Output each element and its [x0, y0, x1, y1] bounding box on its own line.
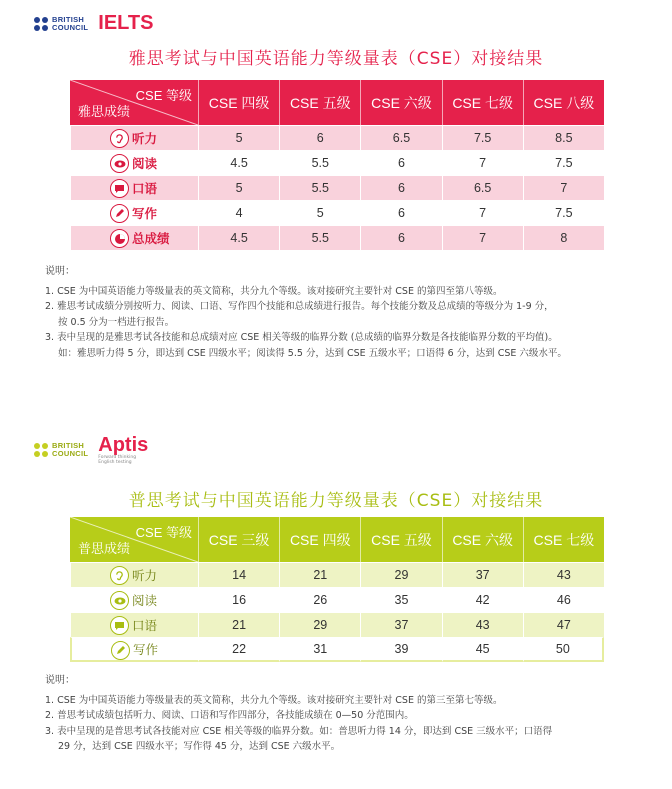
- score-cell: 35: [360, 587, 441, 612]
- score-cell: 50: [523, 637, 604, 662]
- pen-icon: [110, 204, 129, 223]
- column-header: CSE 三级: [198, 517, 279, 562]
- aptis-brand-block: [98, 435, 148, 465]
- score-cell: 7.5: [523, 200, 604, 225]
- column-header: CSE 四级: [198, 80, 279, 125]
- column-header: CSE 七级: [523, 517, 604, 562]
- british-council-logo: [34, 16, 88, 32]
- score-cell: 7: [442, 200, 523, 225]
- score-cell: 29: [279, 612, 360, 637]
- notes-heading: 说明：: [45, 675, 75, 686]
- corner-top-label: CSE 等级: [135, 88, 192, 103]
- note-line: 3. 表中呈现的是普思考试各技能对应 CSE 相关等级的临界分数。如：普思听力得 14 分，即达到 CSE 三级水平；口语得: [45, 725, 553, 737]
- score-cell: 26: [279, 587, 360, 612]
- score-cell: 6: [360, 150, 441, 175]
- score-cell: 7: [442, 225, 523, 250]
- score-cell: 8.5: [523, 125, 604, 150]
- score-cell: 46: [523, 587, 604, 612]
- pie-chart-icon: [110, 229, 129, 248]
- score-cell: 6.5: [360, 125, 441, 150]
- score-cell: 7: [442, 150, 523, 175]
- table-row: [70, 125, 604, 150]
- score-cell: 45: [442, 637, 523, 662]
- score-cell: 6: [279, 125, 360, 150]
- aptis-title: 普思考试与中国英语能力等级量表（CSE）对接结果: [128, 491, 544, 511]
- score-cell: 5.5: [279, 150, 360, 175]
- aptis-corner-cell: [70, 517, 198, 562]
- score-cell: 4: [198, 200, 279, 225]
- column-header: CSE 五级: [279, 80, 360, 125]
- british-council-logo: [34, 442, 88, 458]
- bc-line1: BRITISH: [52, 14, 85, 24]
- score-cell: 21: [279, 562, 360, 587]
- corner-bottom-label: 雅思成绩: [78, 104, 131, 119]
- table-row: [70, 150, 604, 175]
- note-line: 按 0.5 分为一档进行报告。: [58, 316, 175, 328]
- aptis-logo-row: [34, 435, 148, 465]
- score-cell: 8: [523, 225, 604, 250]
- score-cell: 6.5: [442, 175, 523, 200]
- score-cell: 6: [360, 200, 441, 225]
- column-header: CSE 四级: [279, 517, 360, 562]
- note-line: 3. 表中呈现的是雅思考试各技能和总成绩对应 CSE 相关等级的临界分数 (总成绩的临界分数是各技能临界分数的平均值)。: [45, 332, 558, 343]
- score-cell: 7: [523, 175, 604, 200]
- aptis-cse-table: [70, 517, 604, 662]
- ielts-brand: IELTS: [98, 12, 154, 34]
- score-cell: 14: [198, 562, 279, 587]
- skill-cell: [70, 150, 198, 175]
- score-cell: 22: [198, 637, 279, 662]
- score-cell: 21: [198, 612, 279, 637]
- table-row: [70, 175, 604, 200]
- table-row: [70, 562, 604, 587]
- table-row: [70, 587, 604, 612]
- score-cell: 5: [198, 125, 279, 150]
- skill-cell: [70, 612, 198, 637]
- skill-cell: [70, 225, 198, 250]
- corner-top-label: CSE 等级: [135, 525, 192, 540]
- score-cell: 6: [360, 175, 441, 200]
- score-cell: 37: [360, 612, 441, 637]
- score-cell: 29: [360, 562, 441, 587]
- score-cell: 43: [442, 612, 523, 637]
- table-row: [70, 200, 604, 225]
- aptis-notes: [45, 673, 552, 755]
- column-header: CSE 六级: [442, 517, 523, 562]
- score-cell: 4.5: [198, 150, 279, 175]
- score-cell: 5.5: [279, 225, 360, 250]
- score-cell: 31: [279, 637, 360, 662]
- skill-cell: [70, 562, 198, 587]
- note-line: 2. 雅思考试成绩分别按听力、阅读、口语、写作四个技能和总成绩进行报告。每个技能分数及总成绩的等级分为 1-9 分，: [45, 301, 554, 312]
- note-line: 1. CSE 为中国英语能力等级量表的英文简称，共分九个等级。该对接研究主要针对 CSE 的第四至第八等级。: [45, 285, 503, 297]
- skill-cell: [70, 175, 198, 200]
- score-cell: 39: [360, 637, 441, 662]
- pen-icon: [111, 641, 130, 660]
- skill-cell: [70, 587, 198, 612]
- column-header: CSE 五级: [360, 517, 441, 562]
- score-cell: 5: [198, 175, 279, 200]
- british-council-dots-icon: [34, 17, 48, 31]
- bc-line1: BRITISH: [52, 441, 85, 450]
- skill-label: 听力: [132, 132, 158, 146]
- score-cell: 16: [198, 587, 279, 612]
- skill-label: 阅读: [132, 594, 158, 608]
- score-cell: 7.5: [523, 150, 604, 175]
- aptis-brand: Aptis: [98, 434, 149, 456]
- score-cell: 37: [442, 562, 523, 587]
- note-line: 2. 普思考试成绩包括听力、阅读、口语和写作四部分，各技能成绩在 0—50 分范围内。: [45, 710, 414, 721]
- speech-bubble-icon: [110, 179, 129, 198]
- notes-heading: 说明：: [45, 266, 75, 277]
- score-cell: 5.5: [279, 175, 360, 200]
- skill-cell: [70, 637, 198, 662]
- aptis-tagline1: Forward thinking: [98, 455, 137, 460]
- score-cell: 47: [523, 612, 604, 637]
- table-row: [70, 225, 604, 250]
- skill-label: 总成绩: [132, 232, 170, 246]
- ielts-logo-row: [34, 12, 153, 35]
- score-cell: 43: [523, 562, 604, 587]
- column-header: CSE 六级: [360, 80, 441, 125]
- ielts-title: 雅思考试与中国英语能力等级量表（CSE）对接结果: [128, 49, 544, 69]
- table-row: [70, 637, 604, 662]
- ear-icon: [110, 566, 129, 585]
- british-council-dots-icon: [34, 443, 48, 457]
- skill-label: 听力: [132, 569, 158, 583]
- table-row: [70, 612, 604, 637]
- aptis-tagline2: English testing: [98, 460, 132, 465]
- skill-label: 口语: [132, 619, 158, 633]
- skill-label: 阅读: [132, 157, 158, 171]
- speech-bubble-icon: [110, 616, 129, 635]
- note-line: 1. CSE 为中国英语能力等级量表的英文简称，共分九个等级。该对接研究主要针对 CSE 的第三至第七等级。: [45, 694, 503, 706]
- skill-cell: [70, 200, 198, 225]
- ielts-notes: [45, 264, 567, 361]
- bc-line2: COUNCIL: [52, 449, 89, 458]
- note-line: 29 分，达到 CSE 四级水平；写作得 45 分，达到 CSE 六级水平。: [58, 741, 341, 752]
- skill-cell: [70, 125, 198, 150]
- skill-label: 写作: [133, 643, 159, 657]
- column-header: CSE 七级: [442, 80, 523, 125]
- skill-label: 写作: [132, 207, 158, 221]
- aptis-header-row: [70, 517, 604, 562]
- ielts-corner-cell: [70, 80, 198, 125]
- score-cell: 5: [279, 200, 360, 225]
- ielts-cse-table: [70, 80, 604, 250]
- score-cell: 7.5: [442, 125, 523, 150]
- score-cell: 4.5: [198, 225, 279, 250]
- ear-icon: [110, 129, 129, 148]
- skill-label: 口语: [132, 182, 158, 196]
- bc-line2: COUNCIL: [52, 22, 89, 32]
- score-cell: 42: [442, 587, 523, 612]
- note-line: 如：雅思听力得 5 分，即达到 CSE 四级水平；阅读得 5.5 分，达到 CSE 五级水平；口语得 6 分，达到 CSE 六级水平。: [58, 347, 567, 359]
- column-header: CSE 八级: [523, 80, 604, 125]
- score-cell: 6: [360, 225, 441, 250]
- ielts-header-row: [70, 80, 604, 125]
- corner-bottom-label: 普思成绩: [78, 541, 131, 556]
- eye-icon: [110, 154, 129, 173]
- eye-icon: [110, 591, 129, 610]
- aptis-section: [0, 430, 672, 789]
